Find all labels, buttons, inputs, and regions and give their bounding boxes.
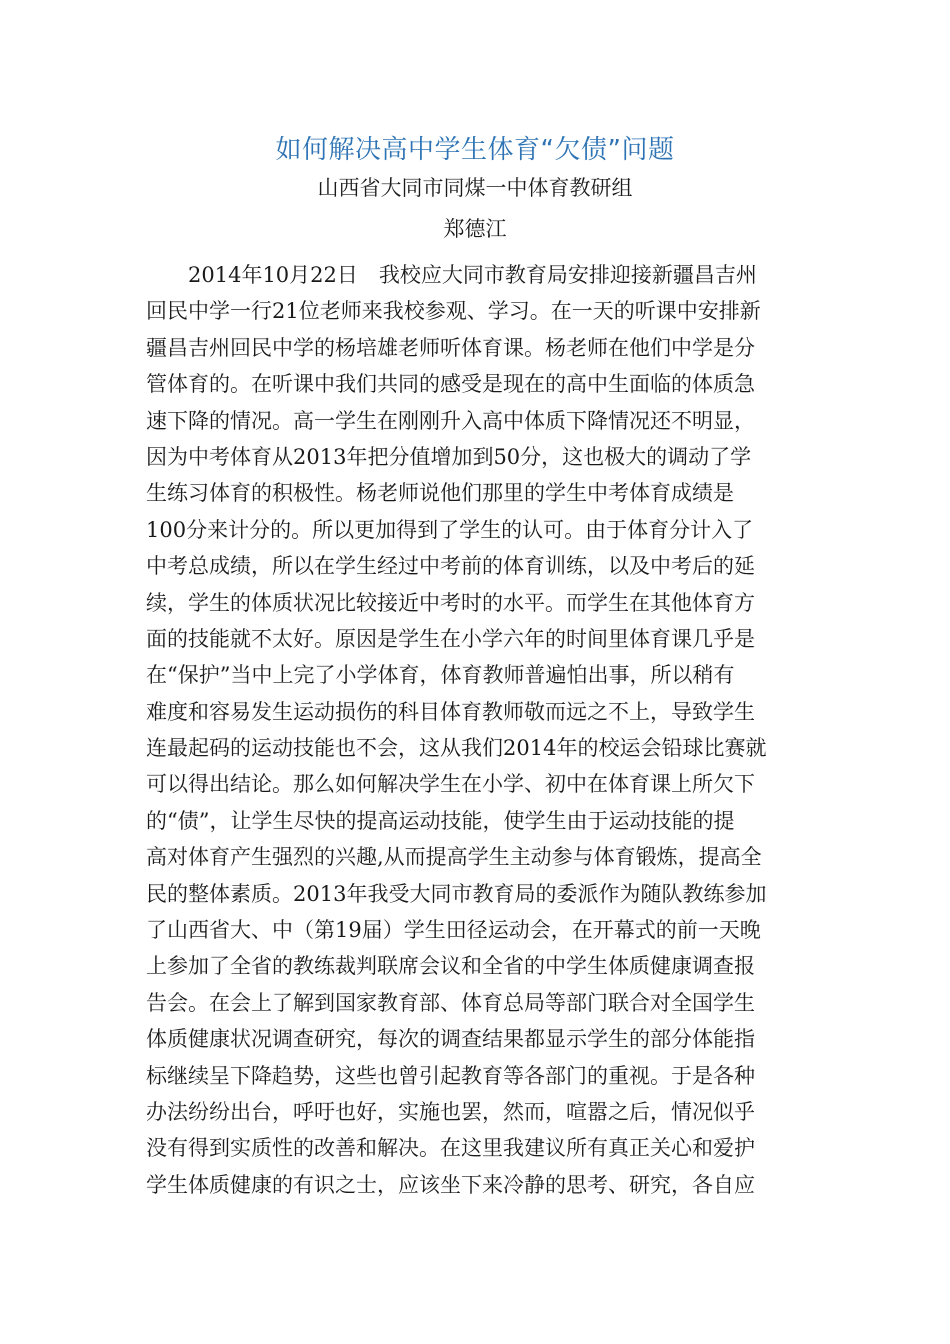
body-line: 疆昌吉州回民中学的杨培雄老师听体育课。杨老师在他们中学是分: [146, 335, 755, 360]
author-name: 郑德江: [443, 217, 507, 241]
body-line: 告会。在会上了解到国家教育部、体育总局等部门联合对全国学生: [146, 990, 755, 1015]
page-subtitle: 山西省大同市同煤一中体育教研组: [317, 176, 633, 200]
body-line: 2014年10月22日 我校应大同市教育局安排迎接新疆昌吉州: [188, 263, 757, 287]
body-line: 速下降的情况。高一学生在刚刚升入高中体质下降情况还不明显，: [146, 408, 755, 433]
body-line: 了山西省大、中（第19届）学生田径运动会，在开幕式的前一天晚: [146, 918, 761, 943]
body-line: 管体育的。在听课中我们共同的感受是现在的高中生面临的体质急: [146, 372, 755, 397]
page-title: 如何解决高中学生体育“欠债”问题: [275, 135, 675, 165]
body-line: 学生体质健康的有识之士，应该坐下来冷静的思考、研究，各自应: [146, 1172, 755, 1197]
body-line: 的“债”，让学生尽快的提高运动技能，使学生由于运动技能的提: [146, 808, 735, 833]
body-line: 没有得到实质性的改善和解决。在这里我建议所有真正关心和爱护: [146, 1136, 755, 1161]
body-line: 因为中考体育从2013年把分值增加到50分，这也极大的调动了学: [146, 444, 752, 469]
body-paragraph: [146, 257, 826, 1203]
body-line: 体质健康状况调查研究，每次的调查结果都显示学生的部分体能指: [146, 1027, 755, 1052]
body-line: 民的整体素质。2013年我受大同市教育局的委派作为随队教练参加: [146, 881, 767, 906]
body-line: 回民中学一行21位老师来我校参观、学习。在一天的听课中安排新: [146, 299, 761, 324]
body-line: 标继续呈下降趋势，这些也曾引起教育等各部门的重视。于是各种: [146, 1063, 755, 1088]
body-line: 连最起码的运动技能也不会，这从我们2014年的校运会铅球比赛就: [146, 736, 767, 761]
body-line: 难度和容易发生运动损伤的科目体育教师敬而远之不上，导致学生: [146, 699, 755, 724]
body-line: 续，学生的体质状况比较接近中考时的水平。而学生在其他体育方: [146, 590, 755, 615]
body-line: 在“保护”当中上完了小学体育，体育教师普遍怕出事，所以稍有: [146, 663, 735, 688]
body-line: 可以得出结论。那么如何解决学生在小学、初中在体育课上所欠下: [146, 772, 755, 797]
body-line: 上参加了全省的教练裁判联席会议和全省的中学生体质健康调查报: [146, 954, 755, 979]
body-line: 办法纷纷出台，呼吁也好，实施也罢，然而，喧嚣之后，情况似乎: [146, 1099, 755, 1124]
body-line: 面的技能就不太好。原因是学生在小学六年的时间里体育课几乎是: [146, 626, 755, 651]
body-line: 高对体育产生强烈的兴趣,从而提高学生主动参与体育锻炼，提高全: [146, 845, 762, 870]
body-line: 生练习体育的积极性。杨老师说他们那里的学生中考体育成绩是: [146, 481, 734, 506]
body-line: 100分来计分的。所以更加得到了学生的认可。由于体育分计入了: [146, 517, 754, 542]
body-line: 中考总成绩，所以在学生经过中考前的体育训练，以及中考后的延: [146, 554, 755, 579]
